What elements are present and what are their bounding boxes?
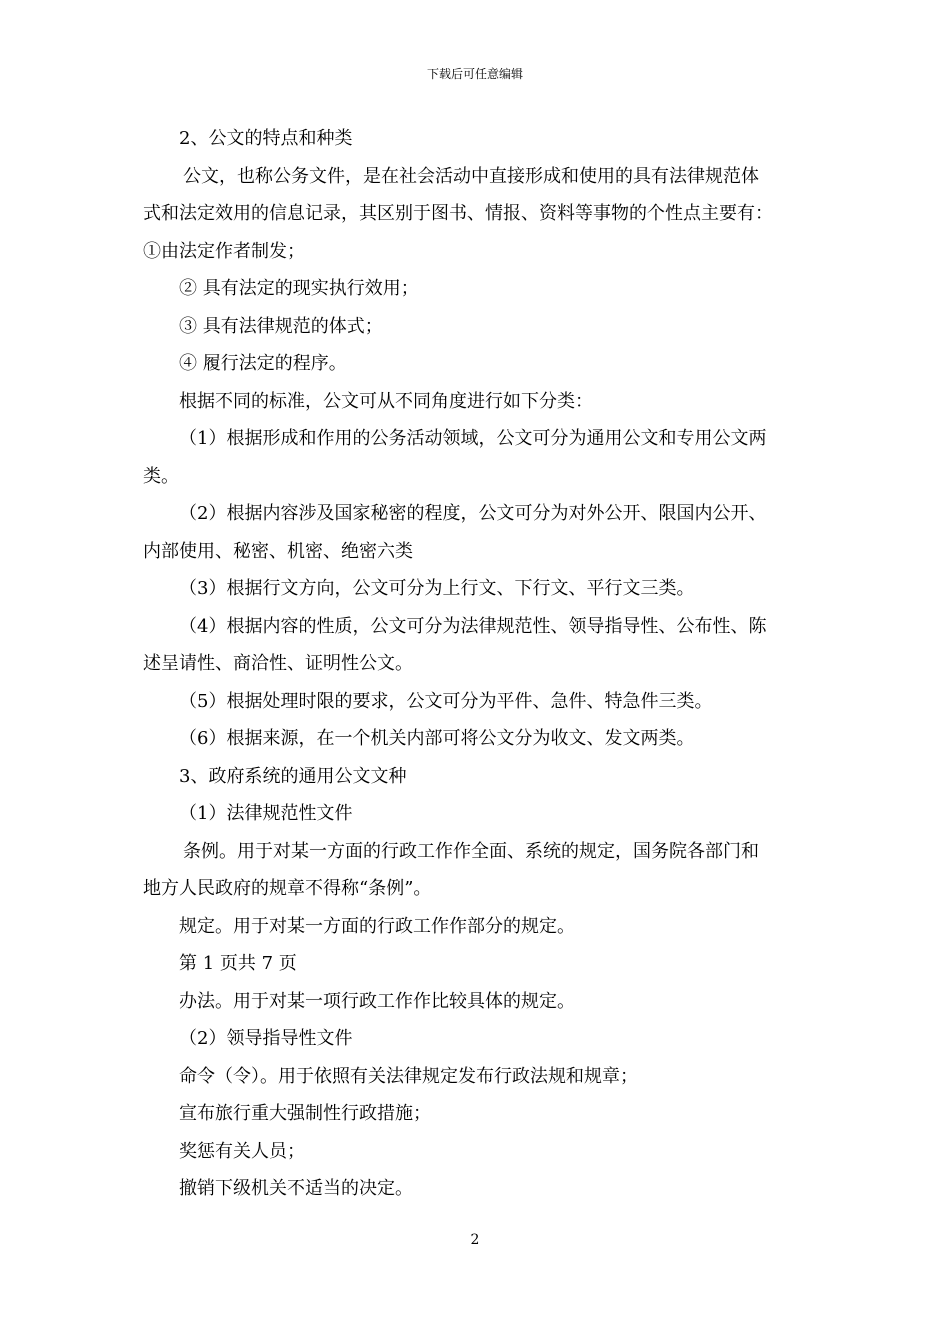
page-count-text: 第 1 页共 7 页 xyxy=(179,953,297,974)
list-item: ③ 具有法律规范的体式； xyxy=(179,315,383,337)
document-body xyxy=(143,120,823,1208)
section-heading: 2、公文的特点和种类 xyxy=(179,128,353,149)
paragraph-line: 述呈请性、商洽性、证明性公文。 xyxy=(143,653,413,674)
section-heading: 3、政府系统的通用公文文种 xyxy=(179,765,407,787)
paragraph-line: 宣布旅行重大强制性行政措施； xyxy=(179,1103,431,1124)
paragraph-line: 公文，也称公务文件，是在社会活动中直接形成和使用的具有法律规范体 xyxy=(183,165,759,187)
list-item: ④ 履行法定的程序。 xyxy=(179,353,347,374)
paragraph-line: 根据不同的标准，公文可从不同角度进行如下分类： xyxy=(179,390,593,412)
list-item: ② 具有法定的现实执行效用； xyxy=(179,278,419,299)
page-number: 2 xyxy=(470,1232,480,1248)
list-item: （2）根据内容涉及国家秘密的程度，公文可分为对外公开、限国内公开、 xyxy=(179,503,767,524)
list-item: （5）根据处理时限的要求，公文可分为平件、急件、特急件三类。 xyxy=(179,690,713,712)
list-item: （3）根据行文方向，公文可分为上行文、下行文、平行文三类。 xyxy=(179,578,695,599)
list-item: （6）根据来源，在一个机关内部可将公文分为收文、发文两类。 xyxy=(179,728,695,749)
paragraph-line: 奖惩有关人员； xyxy=(179,1140,305,1162)
paragraph-line: 条例。用于对某一方面的行政工作作全面、系统的规定，国务院各部门和 xyxy=(183,840,759,862)
subsection-heading: （2）领导指导性文件 xyxy=(179,1028,353,1049)
paragraph-line: 地方人民政府的规章不得称“条例”。 xyxy=(143,878,432,899)
page-header: 下载后可任意编辑 xyxy=(426,67,523,81)
paragraph-line: 办法。用于对某一项行政工作作比较具体的规定。 xyxy=(179,990,575,1012)
paragraph-line: 内部使用、秘密、机密、绝密六类 xyxy=(143,540,413,562)
list-item: ①由法定作者制发； xyxy=(143,240,305,262)
paragraph-line: 规定。用于对某一方面的行政工作作部分的规定。 xyxy=(179,915,575,937)
list-item: （4）根据内容的性质，公文可分为法律规范性、领导指导性、公布性、陈 xyxy=(179,615,767,637)
subsection-heading: （1）法律规范性文件 xyxy=(179,803,353,824)
paragraph-line: 类。 xyxy=(143,465,179,487)
list-item: （1）根据形成和作用的公务活动领域，公文可分为通用公文和专用公文两 xyxy=(179,428,767,449)
paragraph-line: 命令（令）。用于依照有关法律规定发布行政法规和规章； xyxy=(179,1065,638,1087)
paragraph-line: 撤销下级机关不适当的决定。 xyxy=(179,1178,413,1199)
paragraph-line: 式和法定效用的信息记录，其区别于图书、情报、资料等事物的个性点主要有： xyxy=(143,203,773,224)
